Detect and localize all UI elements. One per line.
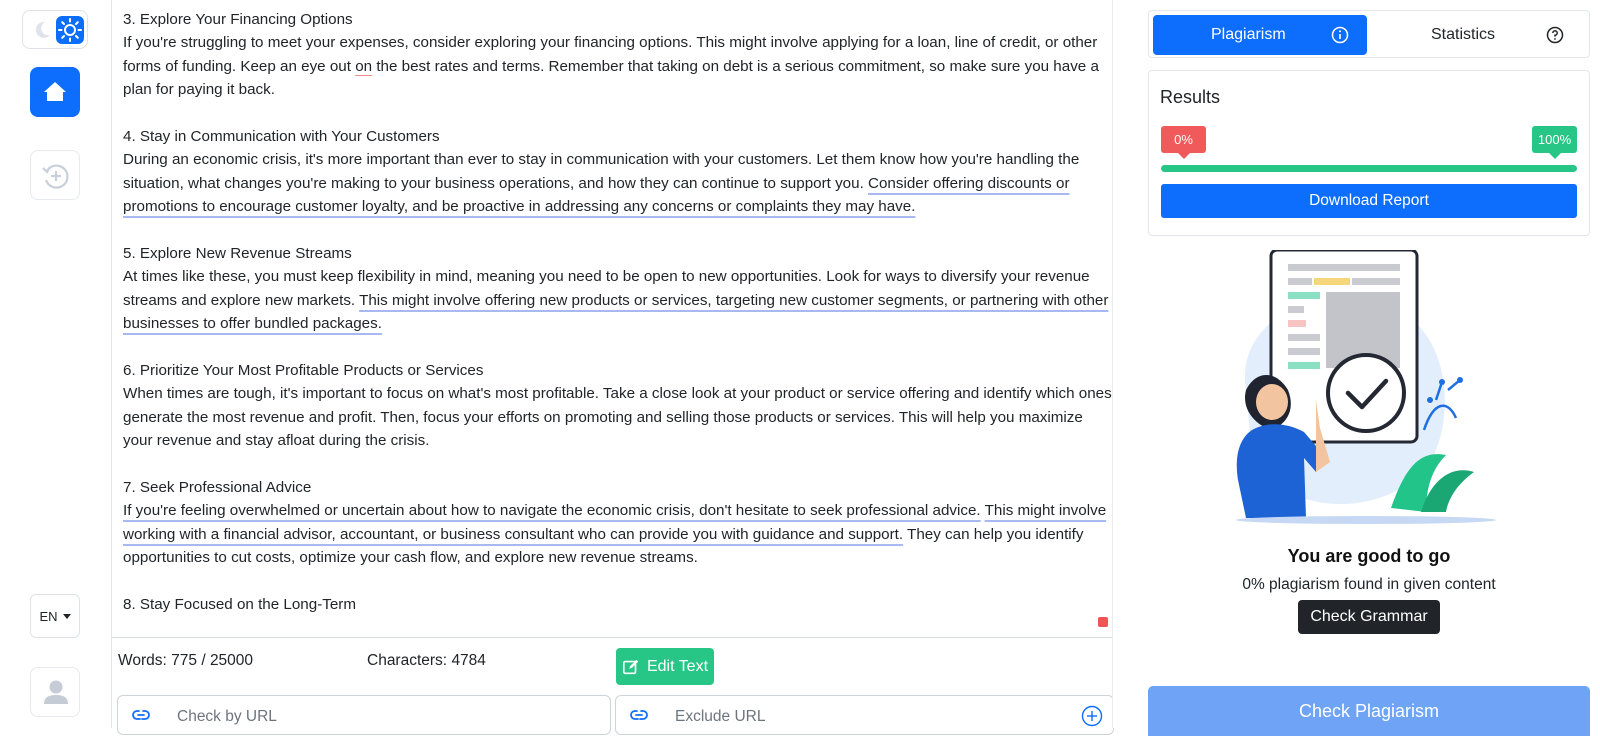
left-rail [0, 0, 112, 728]
info-icon[interactable] [1331, 26, 1349, 44]
editor-paragraph [123, 8, 1112, 102]
text-segment: When times are tough, it's important to focus on what's most profitable. Take a close look at your product or service offering and identify which ones generate the most revenue and profit. Then, focus your efforts on promoting and selling those products or services. This will help you maximize your revenue and stay afloat during the crisis. [123, 385, 1112, 450]
text-segment: They can help you identify opportunities to cut costs, optimize your cash flow, and explore new revenue streams. [123, 525, 1084, 567]
results-title: Results [1160, 87, 1221, 107]
words-separator: / [201, 652, 206, 669]
editor-content[interactable] [123, 8, 1112, 638]
max-percent-badge: 100% [1532, 126, 1577, 153]
matched-sentence[interactable]: This might involve offering new products or services, targeting new customer segments, or partnering with other businesses to offer bundled packages. [123, 291, 1109, 333]
character-count [367, 652, 486, 670]
editor-paragraph [123, 593, 1112, 616]
spelling-error[interactable]: on [355, 57, 373, 75]
result-summary: 0% plagiarism found in given content [1242, 576, 1496, 593]
exclude-url-placeholder: Exclude URL [675, 708, 766, 725]
download-report-button[interactable]: Download Report [1161, 184, 1577, 218]
min-percent-badge: 0% [1161, 126, 1206, 153]
history-add-icon [31, 151, 81, 201]
link-icon [628, 706, 650, 724]
editor-paragraph [123, 242, 1112, 336]
error-marker [1098, 617, 1108, 627]
word-count [118, 652, 253, 670]
words-count: 775 [171, 652, 197, 669]
panel-tabs [1148, 10, 1590, 58]
paragraph-body [123, 31, 1112, 101]
exclude-url-input[interactable] [615, 695, 1114, 735]
words-label: Words: [118, 652, 167, 669]
result-headline: You are good to go [1287, 546, 1451, 566]
check-url-input[interactable] [117, 695, 611, 735]
home-button[interactable] [30, 67, 80, 117]
uniqueness-progress-bar [1161, 165, 1577, 172]
theme-toggle[interactable] [22, 10, 88, 49]
matched-sentence[interactable]: This might involve working with a financial advisor, accountant, or business consultant who can provide you with guidance and support. [123, 502, 1107, 543]
edit-text-button[interactable] [616, 648, 714, 685]
help-icon[interactable] [1546, 26, 1564, 44]
link-icon [130, 706, 152, 724]
check-url-placeholder: Check by URL [177, 708, 277, 725]
home-icon [30, 67, 80, 117]
paragraph-heading: 3. Explore Your Financing Options [123, 11, 353, 28]
paragraph-heading: 5. Explore New Revenue Streams [123, 245, 352, 263]
chevron-down-icon [63, 614, 71, 619]
characters-label: Characters: [367, 652, 448, 669]
user-avatar-button[interactable] [30, 667, 80, 717]
language-selector[interactable] [30, 594, 80, 638]
paragraph-body [123, 499, 1112, 569]
editor-paragraph [123, 359, 1112, 453]
text-segment: During an economic crisis, it's more important than ever to stay in communication with your customers. Let them know how you're handling the situation, what changes you're making to your business operations, and how they can continue to support you. [123, 151, 1080, 192]
paragraph-heading: 6. Prioritize Your Most Profitable Products or Services [123, 362, 484, 380]
text-segment: the best rates and terms. Remember that taking on debt is a serious commitment, so make sure you have a plan for paying it back. [123, 57, 1099, 99]
results-card [1148, 70, 1590, 236]
language-label: EN [39, 608, 58, 624]
editor-paragraph [123, 476, 1112, 570]
paragraph-heading: 4. Stay in Communication with Your Customers [123, 128, 440, 146]
check-grammar-button[interactable]: Check Grammar [1298, 600, 1440, 634]
paragraph-heading: 8. Stay Focused on the Long-Term [123, 596, 357, 614]
moon-icon[interactable] [30, 18, 54, 42]
paragraph-body [123, 148, 1112, 218]
matched-sentence[interactable]: Consider offering discounts or promotions to encourage customer loyalty, and be proactive in addressing any concerns or complaints they may have. [123, 174, 1070, 216]
tab-statistics[interactable]: Statistics [1431, 26, 1496, 43]
tab-plagiarism-label: Plagiarism [1211, 26, 1286, 43]
sun-icon[interactable] [56, 16, 84, 44]
paragraph-heading: 7. Seek Professional Advice [123, 479, 312, 497]
text-segment: At times like these, you must keep flexibility in mind, meaning you need to be open to new opportunities. Look for ways to diversify your revenue streams and explore new markets. [123, 268, 1090, 309]
tab-plagiarism[interactable] [1153, 15, 1367, 55]
stats-bar [112, 640, 1118, 690]
edit-text-label: Edit Text [646, 657, 709, 675]
matched-sentence[interactable]: If you're feeling overwhelmed or uncertain about how to navigate the economic crisis, don't hesitate to seek professional advice. [123, 502, 981, 520]
edit-icon [622, 658, 640, 676]
add-url-icon[interactable] [1081, 705, 1103, 727]
progress-fill [1161, 165, 1577, 172]
success-illustration [1216, 250, 1516, 540]
text-segment: If you're struggling to meet your expenses, consider exploring your financing options. This might involve applying for a loan, line of credit, or other forms of funding. Keep an eye out [123, 34, 1098, 75]
new-check-button[interactable] [30, 150, 80, 200]
characters-count: 4784 [451, 652, 486, 669]
editor-paragraph [123, 125, 1112, 219]
words-limit: 25000 [209, 652, 254, 669]
check-plagiarism-button[interactable]: Check Plagiarism [1148, 686, 1590, 736]
paragraph-body [123, 382, 1112, 452]
text-editor[interactable] [112, 0, 1112, 638]
user-icon [31, 668, 81, 718]
paragraph-body [123, 265, 1112, 335]
